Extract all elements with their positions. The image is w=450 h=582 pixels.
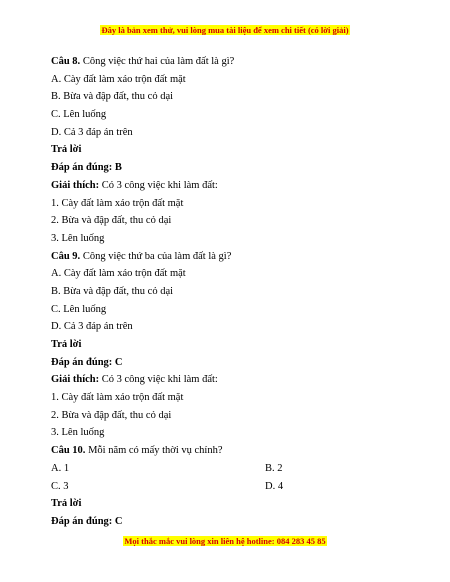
question-8-explanation-label: Giải thích: [51,179,100,191]
question-10-label: Câu 10. [51,445,86,457]
question-10-text: Mỗi năm có mấy thời vụ chính? [85,445,223,457]
question-8-option-d: D. Cả 3 đáp án trên [51,126,133,138]
question-10-option-c: C. 3 [51,480,69,492]
question-9-answer-heading: Trả lời [51,339,82,350]
question-8-explanation [51,177,401,195]
question-9-label: Câu 9. [51,250,81,262]
question-8 [51,53,401,71]
question-9-answer: Đáp án đúng: C [51,356,123,368]
preview-banner [0,25,450,36]
question-10 [51,442,401,460]
question-9-step-2: 2. Bừa và đập đất, thu cỏ dại [51,409,172,421]
question-10-options-row-1 [51,460,401,478]
question-8-option-b: B. Bừa và đập đất, thu cỏ dại [51,91,174,103]
hotline-banner-text: Mọi thắc mắc vui lòng xin liên hệ hotline: 084 283 45 85 [124,536,326,546]
hotline-banner [0,536,450,547]
document-body [51,53,401,531]
question-8-option-a: A. Cày đất làm xáo trộn đất mặt [51,73,186,85]
question-9-step-1: 1. Cày đất làm xáo trộn đất mặt [51,392,184,404]
question-9-option-c: C. Lên luống [51,303,107,315]
question-10-answer: Đáp án đúng: C [51,515,123,527]
question-9-option-a: A. Cày đất làm xáo trộn đất mặt [51,268,186,280]
question-8-text: Công việc thứ hai của làm đất là gì? [80,56,235,67]
question-8-explanation-text: Có 3 công việc khi làm đất: [99,179,218,191]
question-8-step-3: 3. Lên luống [51,232,105,244]
question-9-option-b: B. Bừa và đập đất, thu cỏ dại [51,285,174,297]
question-9-explanation-text: Có 3 công việc khi làm đất: [99,374,218,386]
question-9 [51,248,401,266]
question-9-option-d: D. Cả 3 đáp án trên [51,321,133,333]
question-10-option-d: D. 4 [265,480,284,492]
preview-banner-text: Đây là bản xem thử, vui lòng mua tài liệu để xem chi tiết (có lời giải) [101,25,349,35]
question-8-answer: Đáp án đúng: B [51,162,122,174]
question-9-step-3: 3. Lên luống [51,427,105,439]
question-9-explanation-label: Giải thích: [51,374,100,386]
question-9-text: Công việc thứ ba của làm đất là gì? [80,250,232,262]
question-8-label: Câu 8. [51,56,81,67]
question-8-option-c: C. Lên luống [51,109,107,121]
question-8-answer-heading: Trả lời [51,144,82,156]
question-9-explanation [51,371,401,389]
question-10-option-b: B. 2 [265,462,283,474]
question-8-step-2: 2. Bừa và đập đất, thu cỏ dại [51,215,172,227]
question-10-answer-heading: Trả lời [51,498,82,510]
question-8-step-1: 1. Cày đất làm xáo trộn đất mặt [51,197,184,209]
question-10-option-a: A. 1 [51,462,70,474]
question-10-options-row-2 [51,478,401,496]
